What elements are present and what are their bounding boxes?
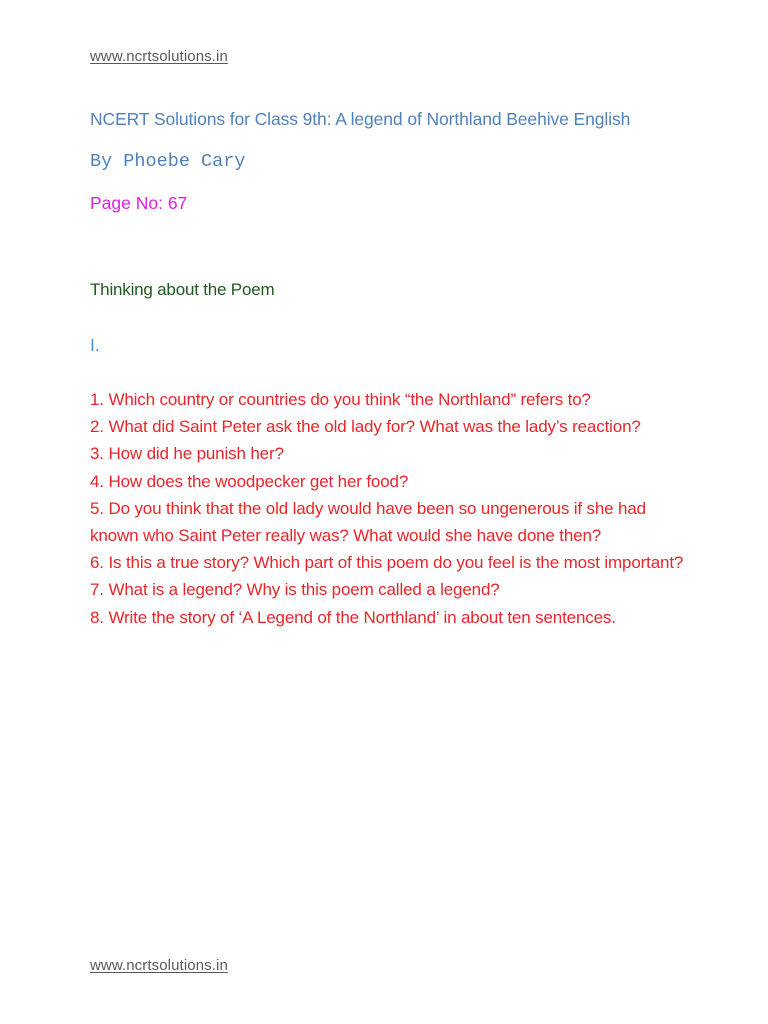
question-2: 2. What did Saint Peter ask the old lady for? What was the lady’s reaction? bbox=[90, 417, 641, 437]
page-number: Page No: 67 bbox=[90, 193, 188, 213]
author-line: By Phoebe Cary bbox=[90, 151, 246, 172]
document-title: NCERT Solutions for Class 9th: A legend of Northland Beehive English bbox=[90, 109, 631, 129]
question-list bbox=[90, 386, 690, 631]
question-5: 5. Do you think that the old lady would have been so ungenerous if she had known who Saint Peter really was? What would she have done then? bbox=[90, 498, 646, 546]
section-heading: Thinking about the Poem bbox=[90, 280, 275, 299]
question-7: 7. What is a legend? Why is this poem called a legend? bbox=[90, 580, 500, 600]
footer-site-link[interactable]: www.ncrtsolutions.in bbox=[90, 957, 228, 974]
question-6: 6. Is this a true story? Which part of this poem do you feel is the most important? bbox=[90, 553, 684, 573]
question-1: 1. Which country or countries do you think “the Northland” refers to? bbox=[90, 390, 591, 409]
part-label: I. bbox=[90, 335, 100, 355]
question-3: 3. How did he punish her? bbox=[90, 444, 284, 464]
question-8: 8. Write the story of ‘A Legend of the Northland’ in about ten sentences. bbox=[90, 607, 616, 627]
question-4: 4. How does the woodpecker get her food? bbox=[90, 471, 409, 491]
header-site-link[interactable]: www.ncrtsolutions.in bbox=[90, 48, 228, 65]
